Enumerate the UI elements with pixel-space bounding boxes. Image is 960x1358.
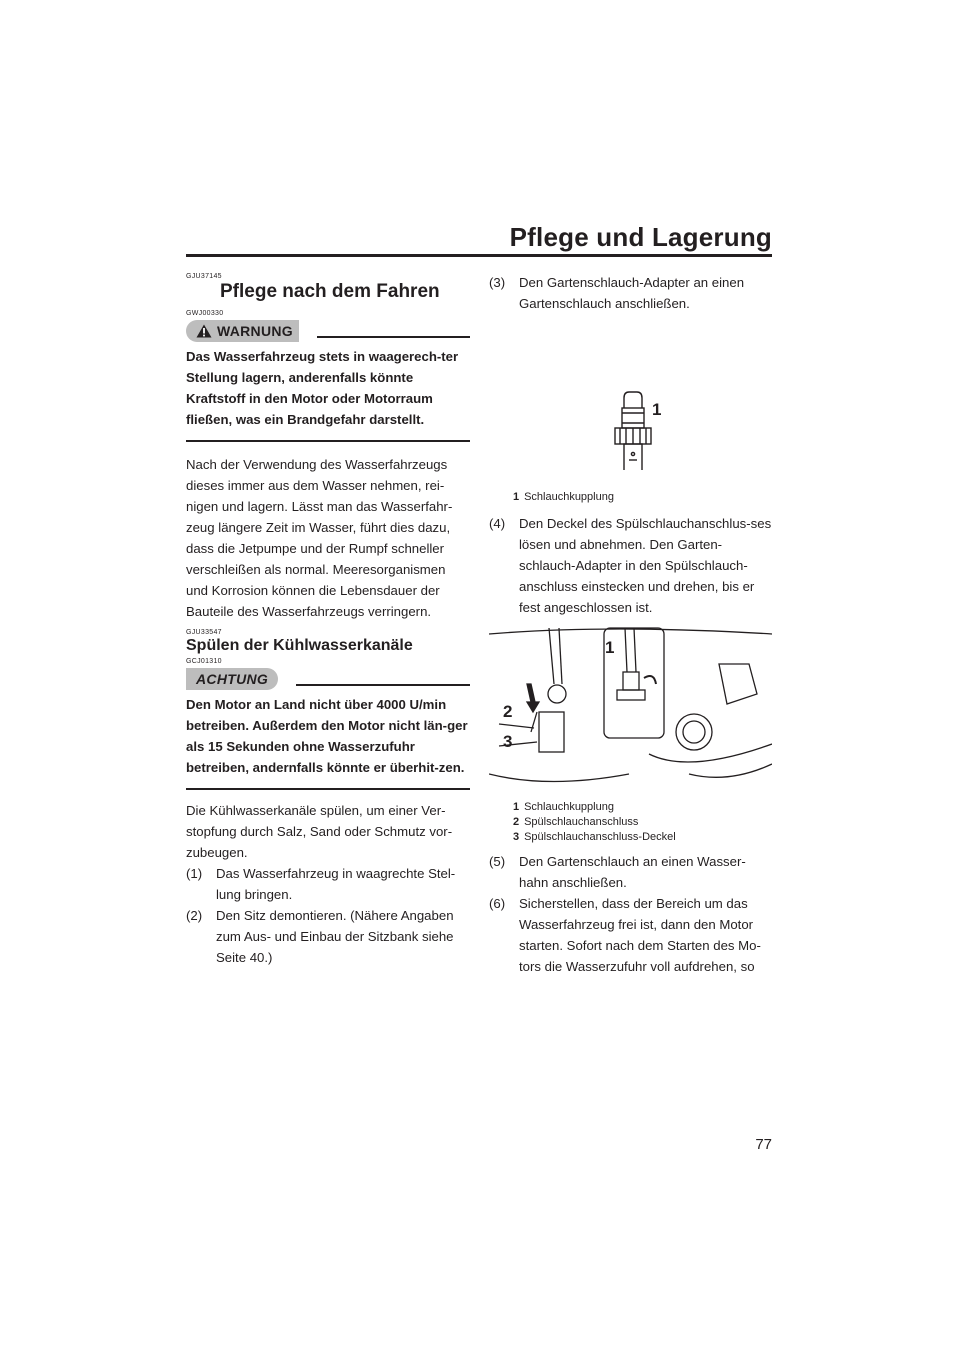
- engine-bay-drawing: [489, 624, 772, 800]
- figure-callout: 2: [503, 702, 513, 721]
- warning-triangle-icon: [196, 324, 212, 338]
- step-item: [489, 272, 772, 314]
- paragraph: Nach der Verwendung des Wasserfahrzeugs dieses immer aus dem Wasser nehmen, rei-nigen und lagern. Lässt man das Wasserfahr-zeug längere Zeit im Wasser, führt dies dazu, dass die Jetpumpe und der Rumpf schneller verschleißen als normal. Meeresorganismen und Korrosion können die Lebensdauer der Bauteile des Wasserfahrzeugs verringern.: [186, 457, 453, 619]
- left-column: [186, 272, 470, 968]
- figure-callout: 1: [652, 400, 662, 419]
- caption-text: Schlauchkupplung: [524, 491, 614, 503]
- caption-text: Spülschlauchanschluss-Deckel: [524, 831, 676, 843]
- figure-callout: 1: [605, 638, 615, 657]
- caption-number: 2: [513, 816, 520, 828]
- step-text: Den Gartenschlauch an einen Wasser-hahn anschließen.: [519, 854, 746, 890]
- doc-code: GJU37145: [186, 273, 222, 280]
- paragraph: Die Kühlwasserkanäle spülen, um einer Ver-stopfung durch Salz, Sand oder Schmutz vor-zubeugen.: [186, 803, 453, 860]
- header-rule: [186, 254, 772, 257]
- figure-callout: 3: [503, 732, 513, 751]
- caution-badge: ACHTUNG: [186, 668, 278, 690]
- right-column: [489, 272, 772, 977]
- caution-text: Den Motor an Land nicht über 4000 U/min betreiben. Außerdem den Motor nicht län-ger als 15 Sekunden ohne Wasserzufuhr betreiben, andernfalls könnte er überhit-zen.: [186, 694, 470, 790]
- step-number: (6): [489, 896, 506, 911]
- figure-caption: [513, 830, 772, 845]
- step-item: [186, 905, 470, 968]
- step-text: Das Wasserfahrzeug in waagrechte Stel-lung bringen.: [216, 866, 456, 902]
- step-item: [186, 863, 470, 905]
- notice-rule: [296, 684, 470, 686]
- caption-number: 1: [513, 801, 520, 813]
- warning-header: [186, 320, 470, 342]
- step-number: (4): [489, 516, 506, 531]
- doc-code: GWJ00330: [186, 310, 224, 317]
- step-text: Sicherstellen, dass der Bereich um das Wasserfahrzeug frei ist, dann den Motor starten. Sofort nach dem Starten des Mo-tors die Wasserzufuhr voll aufdrehen, so: [519, 896, 761, 974]
- subsection-heading: Spülen der Kühlwasserkanäle: [186, 637, 413, 654]
- caption-number: 3: [513, 831, 520, 843]
- hose-coupling-drawing: [489, 320, 772, 470]
- figure-caption: [513, 490, 772, 505]
- step-text: Den Sitz demontieren. (Nähere Angaben zum Aus- und Einbau der Sitzbank siehe Seite 40.): [216, 908, 454, 965]
- flush-connector-photo: [489, 624, 772, 800]
- page-header-title: Pflege und Lagerung: [509, 222, 772, 252]
- caption-text: Schlauchkupplung: [524, 801, 614, 813]
- figure-caption: [513, 800, 772, 815]
- caption-number: 1: [513, 491, 520, 503]
- warning-badge: [186, 320, 299, 342]
- step-number: (2): [186, 908, 203, 923]
- hose-coupling-illustration: [489, 320, 772, 470]
- caption-text: Spülschlauchanschluss: [524, 816, 639, 828]
- doc-code: GJU33547: [186, 629, 222, 636]
- step-number: (3): [489, 275, 506, 290]
- step-text: Den Deckel des Spülschlauchanschlus-ses lösen und abnehmen. Den Garten-schlauch-Adapter in den Spülschlauch-anschluss einstecken und drehen, bis er fest angeschlossen ist.: [519, 516, 772, 615]
- section-heading: Pflege nach dem Fahren: [220, 281, 440, 302]
- step-text: Den Gartenschlauch-Adapter an einen Gartenschlauch anschließen.: [519, 275, 745, 311]
- caution-header: [186, 668, 470, 690]
- warning-label: WARNUNG: [217, 323, 293, 339]
- warning-text: Das Wasserfahrzeug stets in waagerech-ter Stellung lagern, anderenfalls könnte Kraftstoff in den Motor oder Motorraum fließen, was ein Brandgefahr darstellt.: [186, 346, 470, 442]
- notice-rule: [317, 336, 470, 338]
- figure-caption: [513, 815, 772, 830]
- step-number: (1): [186, 866, 203, 881]
- step-item: [489, 513, 772, 618]
- step-item: [489, 893, 772, 977]
- doc-code: GCJ01310: [186, 658, 222, 665]
- step-item: [489, 851, 772, 893]
- page-number: 77: [755, 1136, 772, 1153]
- step-number: (5): [489, 854, 506, 869]
